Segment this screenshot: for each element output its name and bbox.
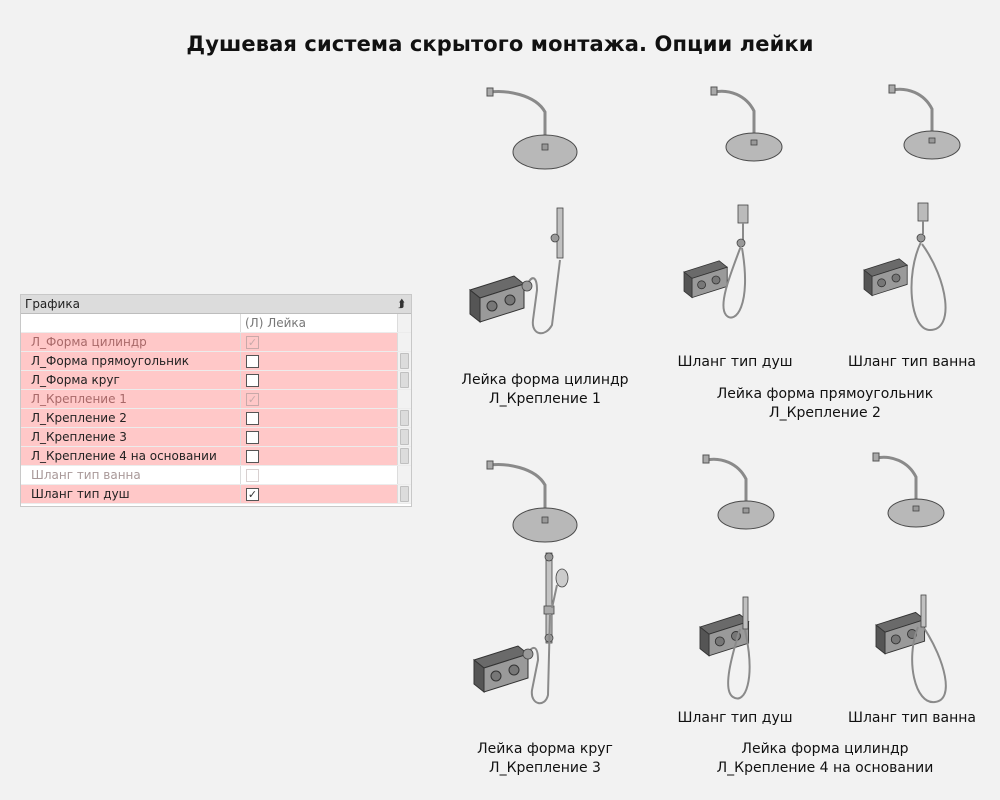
- param-label: Л_Крепление 3: [21, 428, 241, 446]
- hand-shower-rect-2b: [911, 203, 945, 330]
- caption-line: Лейка форма цилиндр: [461, 372, 629, 388]
- valve-box-2a: [684, 261, 727, 298]
- caption-cell-2: [690, 385, 960, 423]
- caption-hose-shower-4: Шланг тип душ: [677, 710, 793, 726]
- collapse-icon[interactable]: ⮭: [398, 297, 405, 310]
- param-label: Шланг тип ванна: [21, 466, 241, 484]
- shower-head-round-3: [487, 461, 577, 542]
- caption-line: Лейка форма цилиндр: [741, 741, 909, 757]
- caption-hose-bath-4: Шланг тип ванна: [847, 710, 977, 726]
- param-label: Л_Форма прямоугольник: [21, 352, 241, 370]
- param-label: Шланг тип душ: [21, 485, 241, 503]
- param-checkbox[interactable]: ✓: [247, 392, 258, 406]
- param-label: Л_Крепление 4 на основании: [21, 447, 241, 465]
- shower-head-round-4b: [873, 453, 944, 527]
- param-label: Л_Крепление 2: [21, 409, 241, 427]
- slide-rail-3: [523, 553, 568, 703]
- caption-hose-shower-2: Шланг тип душ: [677, 354, 793, 370]
- shower-head-round-2b: [889, 85, 960, 159]
- caption-line: Л_Крепление 2: [769, 405, 881, 421]
- valve-box-2b: [864, 259, 907, 296]
- caption-line: Л_Крепление 1: [489, 391, 601, 407]
- shower-head-round-2a: [711, 87, 782, 161]
- param-label: Л_Крепление 1: [21, 390, 241, 408]
- shower-head-round-large-1: [487, 88, 577, 169]
- page-title: Душевая система скрытого монтажа. Опции лейки: [186, 32, 814, 56]
- caption-line: Л_Крепление 3: [489, 760, 601, 776]
- valve-box-1: [470, 276, 524, 322]
- panel-header-label: Графика: [25, 297, 80, 311]
- caption-cell-4: [690, 740, 960, 778]
- caption-line: Л_Крепление 4 на основании: [716, 760, 934, 776]
- caption-cell-3: [425, 740, 665, 778]
- valve-box-4b: [876, 612, 925, 653]
- hand-shower-cylinder-4b: [912, 595, 946, 702]
- shower-head-round-4a: [703, 455, 774, 529]
- valve-box-3: [474, 646, 528, 692]
- caption-hose-bath-2: Шланг тип ванна: [847, 354, 977, 370]
- caption-line: Лейка форма круг: [477, 741, 613, 757]
- valve-box-4a: [700, 614, 749, 655]
- caption-cell-1: [421, 371, 669, 409]
- caption-line: Лейка форма прямоугольник: [716, 386, 934, 402]
- column-value-header: (Л) Лейка: [241, 314, 398, 332]
- param-label: Л_Форма цилиндр: [21, 333, 241, 351]
- hand-shower-rect-2a: [723, 205, 748, 318]
- hand-shower-cylinder-1: [522, 208, 563, 333]
- param-checkbox[interactable]: ✓: [247, 487, 258, 501]
- param-checkbox[interactable]: ✓: [247, 335, 258, 349]
- param-label: Л_Форма круг: [21, 371, 241, 389]
